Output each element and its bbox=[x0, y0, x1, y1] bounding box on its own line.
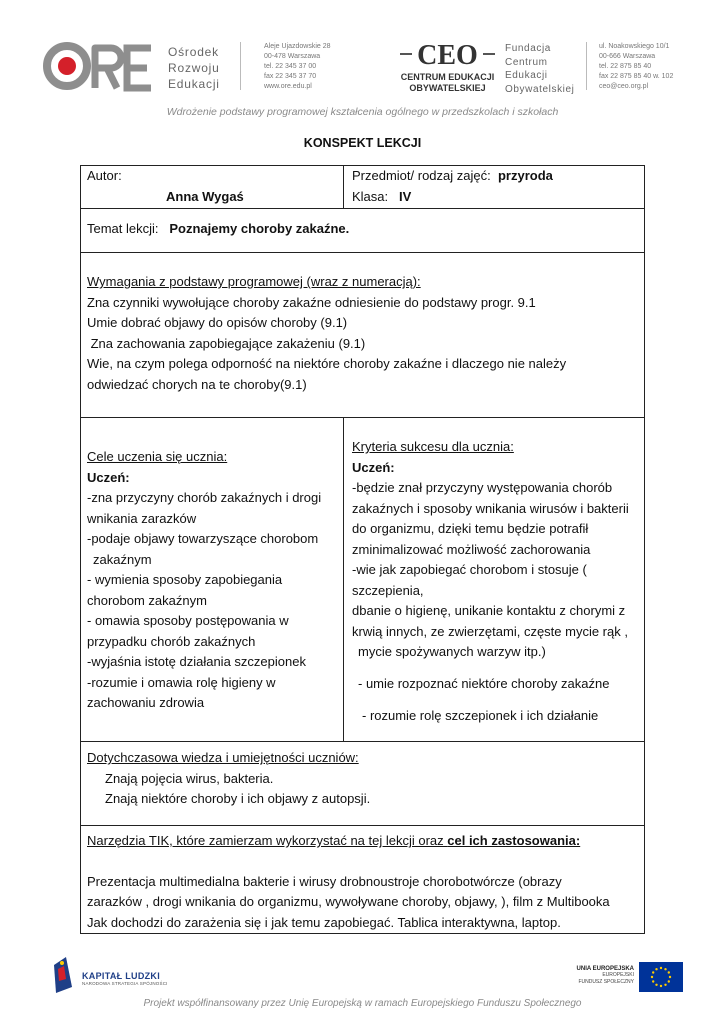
address-line: ceo@ceo.org.pl bbox=[599, 83, 649, 90]
tools-heading-text: Narzędzia TIK, które zamierzam wykorzystać na tej lekcji oraz bbox=[87, 833, 448, 848]
ceo-name bbox=[505, 42, 575, 96]
goals-heading: Cele uczenia się ucznia: bbox=[87, 449, 228, 464]
criteria-student: Uczeń: bbox=[352, 459, 395, 475]
goal-item: - omawia sposoby postępowania w bbox=[87, 613, 289, 628]
criteria-item: do organizmu, dzięki temu będzie potrafił bbox=[352, 521, 589, 536]
goal-item: chorobom zakaźnym bbox=[87, 592, 207, 608]
eu-flag-icon bbox=[639, 962, 683, 992]
address-line: Aleje Ujazdowskie 28 bbox=[264, 43, 331, 50]
kapital-ludzki-text bbox=[82, 971, 168, 986]
ore-name-line: Edukacji bbox=[168, 77, 220, 91]
tools-text-line: Jak dochodzi do zarażenia się i jak temu zapobiegać. Tablica interaktywna, laptop. bbox=[87, 914, 561, 930]
requirement-item: Zna czynniki wywołujące choroby zakaźne odniesienie do podstawy progr. 9.1 bbox=[87, 294, 536, 310]
ceo-logo bbox=[400, 38, 495, 96]
requirement-item: Wie, na czym polega odporność na niektóre choroby zakaźne i dlaczego nie należy bbox=[87, 356, 567, 371]
subject-cell bbox=[352, 166, 553, 207]
eu-star bbox=[655, 968, 657, 970]
prior-item: Znają niektóre choroby i ich objawy z autopsji. bbox=[105, 791, 371, 806]
goal-item: -rozumie i omawia rolę higieny w bbox=[87, 674, 276, 690]
eu-star bbox=[652, 980, 654, 982]
ceo-address bbox=[599, 42, 673, 92]
criteria-cell bbox=[352, 437, 629, 663]
author-name: Anna Wygaś bbox=[166, 188, 244, 204]
eu-star bbox=[655, 984, 657, 986]
criteria-extra-item: - umie rozpoznać niektóre choroby zakaźne bbox=[358, 676, 610, 691]
requirement-item: odwiedzać chorych na te choroby(9.1) bbox=[87, 376, 307, 392]
requirements-heading: Wymagania z podstawy programowej (wraz z numeracją): bbox=[87, 274, 421, 289]
ceo-name-line: Edukacji bbox=[505, 70, 548, 81]
address-line: 00-478 Warszawa bbox=[264, 53, 321, 60]
requirements-cell bbox=[87, 272, 566, 395]
criteria-item: -będzie znał przyczyny występowania chorób bbox=[352, 480, 613, 495]
eu-star bbox=[651, 976, 653, 978]
goal-item: zachowaniu zdrowia bbox=[87, 695, 205, 710]
criteria-item: zakaźnych i sposoby wnikania wirusów i bakterii bbox=[352, 500, 629, 516]
ceo-logo-sub: OBYWATELSKIEJ bbox=[409, 83, 486, 93]
ceo-name-line: Fundacja bbox=[505, 43, 551, 54]
table-rule bbox=[81, 741, 644, 742]
header-subtitle: Wdrożenie podstawy programowej kształcenia ogólnego w przedszkolach i szkołach bbox=[166, 106, 559, 118]
prior-knowledge-cell bbox=[87, 748, 370, 810]
document-title: KONSPEKT LEKCJI bbox=[303, 136, 422, 150]
ore-address bbox=[264, 42, 331, 92]
eu-star bbox=[660, 985, 662, 987]
topic-label: Temat lekcji: bbox=[87, 221, 159, 236]
ore-name-line: Rozwoju bbox=[168, 61, 220, 75]
table-rule bbox=[81, 252, 644, 253]
eu-star bbox=[664, 968, 666, 970]
address-line: fax 22 345 37 70 bbox=[264, 73, 317, 80]
goal-item: -podaje objawy towarzyszące chorobom bbox=[87, 531, 319, 546]
table-rule bbox=[81, 208, 644, 209]
ceo-logo-sub: CENTRUM EDUKACJI bbox=[400, 72, 495, 82]
table-rule bbox=[343, 166, 344, 208]
eu-star bbox=[664, 984, 666, 986]
table-rule bbox=[343, 417, 344, 741]
header-divider bbox=[240, 42, 241, 90]
goal-item: - wymienia sposoby zapobiegania bbox=[87, 572, 283, 587]
goals-cell bbox=[87, 447, 321, 714]
criteria-item: dbanie o higienę, unikanie kontaktu z chorymi z bbox=[352, 603, 626, 618]
table-rule bbox=[81, 417, 644, 418]
tools-text-line: zarazków , drogi wnikania do organizmu, wywoływane choroby, objawy, ), film z Multibooka bbox=[87, 894, 610, 909]
address-line: www.ore.edu.pl bbox=[264, 83, 312, 90]
address-line: tel. 22 345 37 00 bbox=[264, 63, 317, 70]
subject-label: Przedmiot/ rodzaj zajęć: bbox=[352, 168, 491, 183]
author-cell bbox=[87, 166, 244, 207]
goal-item: przypadku chorób zakaźnych bbox=[87, 633, 256, 649]
kl-title: KAPITAŁ LUDZKI bbox=[82, 971, 161, 981]
subject-line bbox=[352, 166, 553, 187]
ceo-name-line: Obywatelskiej bbox=[505, 83, 575, 95]
kapital-ludzki-logo bbox=[52, 957, 74, 993]
requirement-item: Zna zachowania zapobiegające zakażeniu (9.1) bbox=[87, 335, 366, 351]
eu-text bbox=[560, 966, 634, 986]
ceo-name-line: Centrum bbox=[505, 56, 548, 68]
goal-item: -zna przyczyny chorób zakaźnych i drogi bbox=[87, 490, 322, 505]
goal-item: zakaźnym bbox=[93, 551, 152, 567]
class-value: IV bbox=[398, 188, 412, 204]
author-label: Autor: bbox=[87, 168, 122, 183]
criteria-item: mycie spożywanych warzyw itp.) bbox=[358, 644, 546, 659]
ore-name-line: Ośrodek bbox=[168, 45, 219, 59]
eu-sub-line: FUNDUSZ SPOŁECZNY bbox=[578, 979, 634, 985]
goal-item: -wyjaśnia istotę działania szczepionek bbox=[87, 654, 306, 669]
tools-heading bbox=[87, 831, 610, 852]
eu-star bbox=[660, 967, 662, 969]
tools-heading-bold: cel ich zastosowania: bbox=[447, 833, 581, 848]
ore-logo bbox=[43, 40, 155, 92]
criteria-item: krwią innych, ze zwierzętami, częste mycie rąk , bbox=[352, 623, 628, 639]
topic-line bbox=[87, 219, 349, 240]
spacer bbox=[87, 852, 610, 872]
ceo-logo-text: CEO bbox=[417, 40, 478, 71]
goals-student: Uczeń: bbox=[87, 469, 130, 485]
prior-item: Znają pojęcia wirus, bakteria. bbox=[105, 770, 274, 786]
lesson-table bbox=[80, 165, 645, 934]
criteria-item: -wie jak zapobiegać chorobom i stosuje ( bbox=[352, 562, 587, 577]
eu-title: UNIA EUROPEJSKA bbox=[576, 966, 634, 972]
class-line bbox=[352, 187, 553, 208]
topic-value: Poznajemy choroby zakaźne. bbox=[169, 221, 350, 236]
address-line: fax 22 875 85 40 w. 102 bbox=[599, 73, 674, 80]
goal-item: wnikania zarazków bbox=[87, 510, 197, 526]
tools-cell bbox=[87, 831, 610, 933]
eu-star bbox=[668, 971, 670, 973]
header-divider bbox=[586, 42, 587, 90]
tools-text-line: Prezentacja multimedialna bakterie i wirusy drobnoustroje chorobotwórcze (obrazy bbox=[87, 873, 562, 889]
eu-sub-line: EUROPEJSKI bbox=[602, 972, 634, 978]
criteria-heading: Kryteria sukcesu dla ucznia: bbox=[352, 439, 514, 454]
requirement-item: Umie dobrać objawy do opisów choroby (9.1) bbox=[87, 315, 348, 330]
eu-star bbox=[669, 976, 671, 978]
eu-star bbox=[652, 971, 654, 973]
kl-subtitle: NARODOWA STRATEGIA SPÓJNOŚCI bbox=[82, 981, 168, 986]
address-line: ul. Noakowskiego 10/1 bbox=[599, 43, 670, 50]
eu-star bbox=[668, 980, 670, 982]
footer-note: Projekt współfinansowany przez Unię Europejską w ramach Europejskiego Funduszu Społecznego bbox=[143, 998, 582, 1009]
subject-value: przyroda bbox=[497, 168, 553, 183]
ore-name bbox=[168, 44, 220, 92]
criteria-item: zminimalizować możliwość zachorowania bbox=[352, 541, 591, 557]
criteria-extra-item: - rozumie rolę szczepionek i ich działanie bbox=[362, 708, 599, 723]
address-line: 00-666 Warszawa bbox=[599, 53, 656, 60]
table-rule bbox=[81, 825, 644, 826]
criteria-item: szczepienia, bbox=[352, 582, 424, 598]
class-label: Klasa: bbox=[352, 188, 389, 204]
topic-cell bbox=[87, 219, 349, 240]
address-line: tel. 22 875 85 40 bbox=[599, 63, 652, 70]
prior-heading: Dotychczasowa wiedza i umiejętności uczniów: bbox=[87, 750, 359, 765]
